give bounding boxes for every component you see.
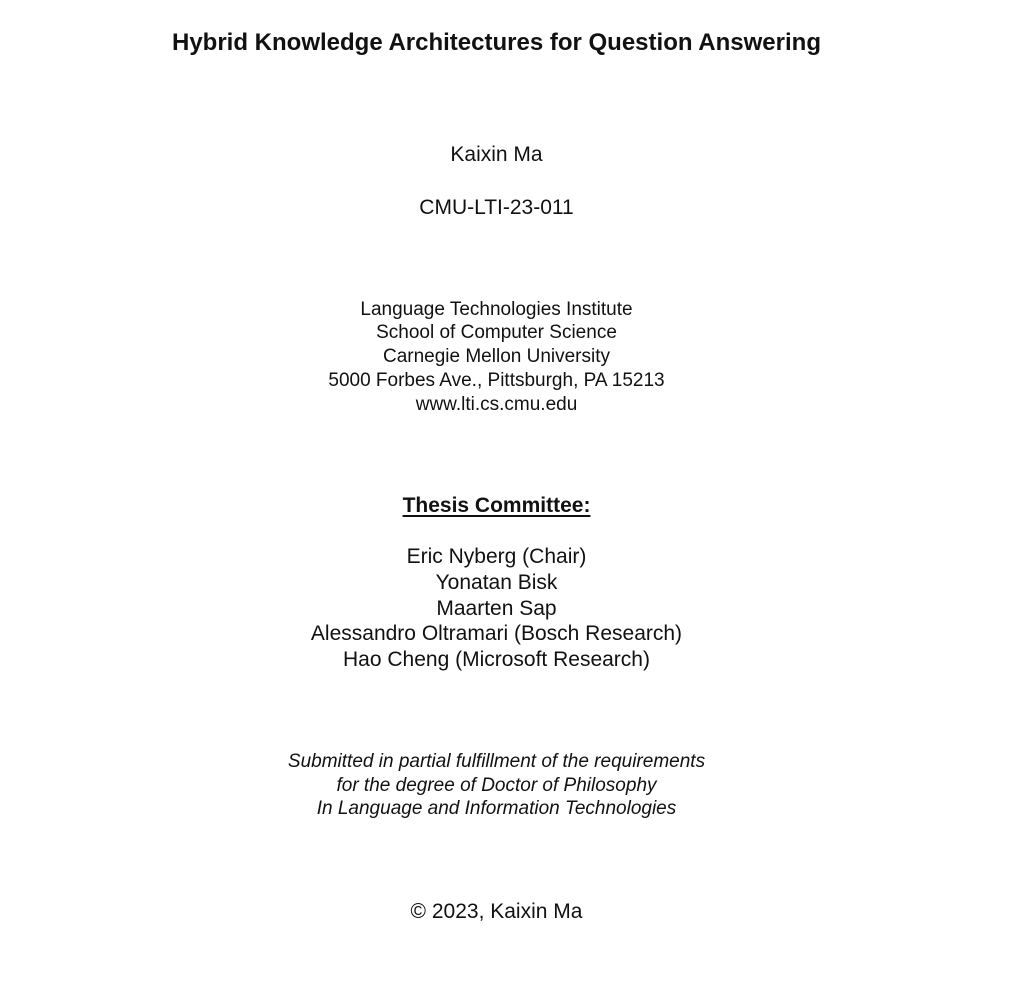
institution-address: 5000 Forbes Ave., Pittsburgh, PA 15213 (328, 370, 665, 391)
report-id: CMU-LTI-23-011 (419, 196, 574, 219)
institution-line: Carnegie Mellon University (382, 346, 611, 367)
institution-line: School of Computer Science (376, 322, 617, 343)
copyright-notice: © 2023, Kaixin Ma (410, 900, 583, 923)
submission-line: In Language and Information Technologies (316, 798, 677, 819)
committee-member: Yonatan Bisk (435, 571, 558, 594)
author-name: Kaixin Ma (450, 143, 543, 166)
thesis-title: Hybrid Knowledge Architectures for Question Answering (172, 29, 821, 56)
committee-member: Eric Nyberg (Chair) (406, 545, 587, 568)
committee-heading: Thesis Committee: (402, 494, 591, 517)
committee-member: Hao Cheng (Microsoft Research) (343, 648, 650, 671)
submission-line: Submitted in partial fulfillment of the requirements (287, 751, 706, 772)
committee-member: Alessandro Oltramari (Bosch Research) (310, 622, 683, 645)
submission-line: for the degree of Doctor of Philosophy (336, 775, 657, 796)
committee-member: Maarten Sap (436, 597, 557, 620)
institution-website: www.lti.cs.cmu.edu (415, 394, 578, 415)
institution-line: Language Technologies Institute (360, 299, 633, 320)
